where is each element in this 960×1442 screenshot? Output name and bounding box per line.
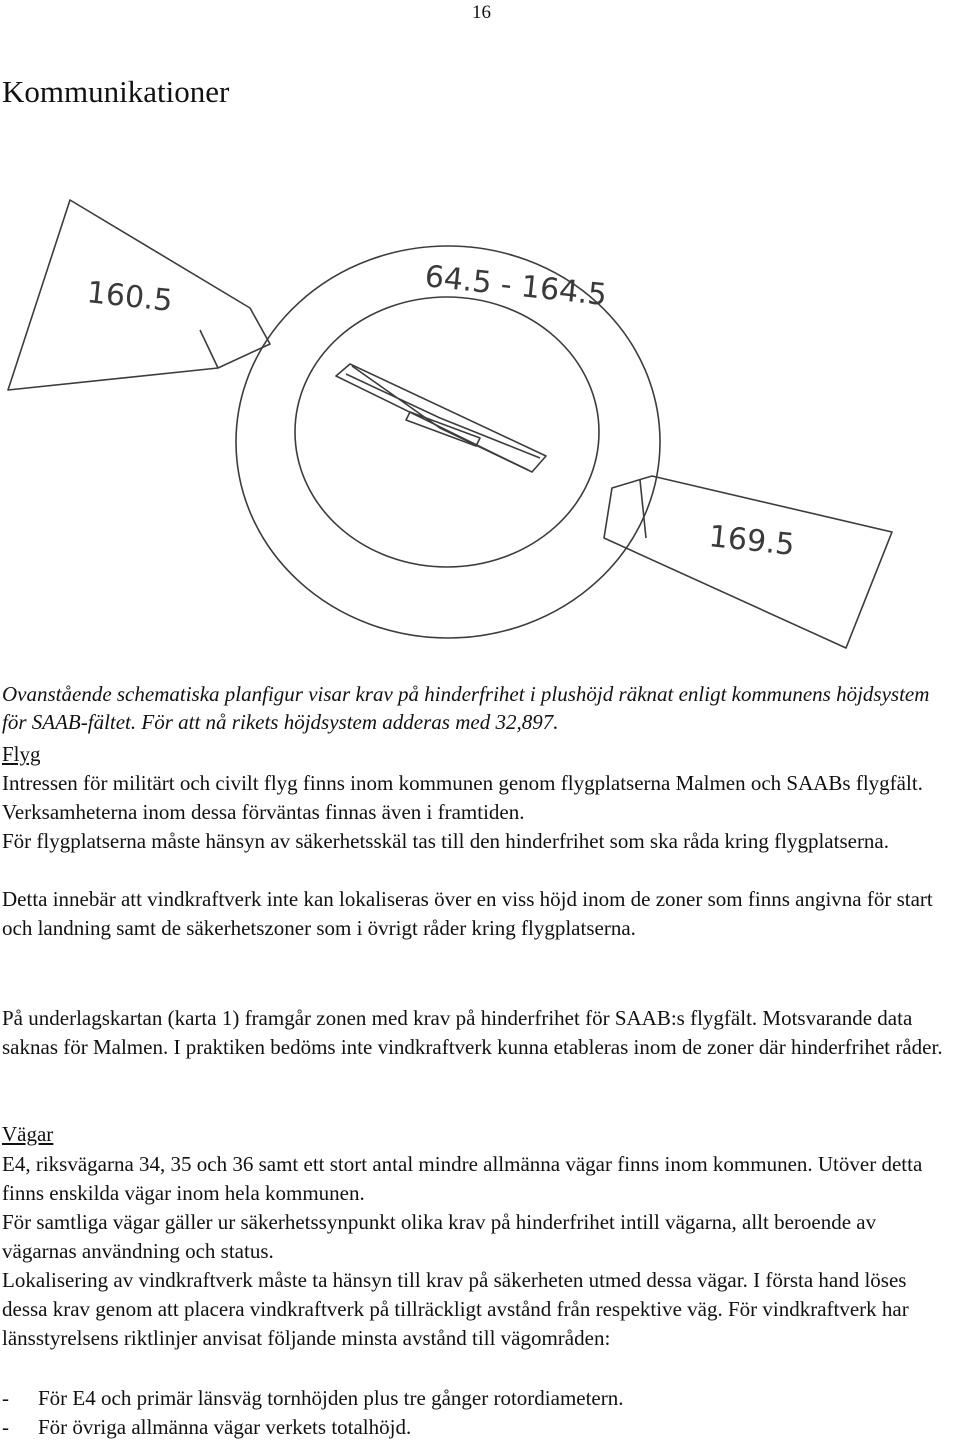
label-left-sector: 160.5 bbox=[85, 275, 175, 319]
vagar-paragraph-3: Lokalisering av vindkraftverk måste ta hänsyn till krav på säkerheten utmed dessa vägar. I första hand löses dessa krav genom att placera vindkraftverk på tillräckligt avstånd från respektive väg. För vindkraftverk har länsstyrelsens riktlinjer anvisat följande minsta avstånd till vägområden: bbox=[2, 1268, 909, 1350]
runway-obstacle-diagram bbox=[0, 170, 900, 675]
figure-caption: Ovanstående schematiska planfigur visar krav på hinderfrihet i plushöjd räknat enligt kommunens höjdsystem för SAAB-fältet. För att nå rikets höjdsystem adderas med 32,897. bbox=[2, 682, 930, 734]
page-number: 16 bbox=[472, 2, 491, 23]
vagar-heading: Vägar bbox=[2, 1122, 54, 1146]
flyg-paragraph-2: För flygplatserna måste hänsyn av säkerhetsskäl tas till den hinderfrihet som ska råda kring flygplatserna. bbox=[2, 829, 890, 853]
runway-centerline bbox=[346, 366, 540, 470]
list-item-text: För E4 och primär länsväg tornhöjden plus tre gånger rotordiametern. bbox=[38, 1386, 624, 1410]
flyg-heading: Flyg bbox=[2, 742, 41, 766]
page-title: Kommunikationer bbox=[2, 74, 230, 109]
right-sector-divider bbox=[640, 480, 646, 538]
list-marker: - bbox=[2, 1386, 9, 1410]
flyg-paragraph-1: Intressen för militärt och civilt flyg finns inom kommunen genom flygplatserna Malmen och SAABs flygfält. Verksamheterna inom dessa förväntas finnas även i framtiden. bbox=[2, 771, 923, 824]
flyg-paragraph-3: Detta innebär att vindkraftverk inte kan lokaliseras över en viss höjd inom de zoner som finns angivna för start och landning samt de säkerhetszoner som i övrigt råder kring flygplatserna. bbox=[2, 887, 933, 940]
left-sector-divider bbox=[200, 330, 218, 368]
label-ring-height: 64.5 - 164.5 bbox=[423, 259, 609, 314]
vagar-paragraph-1: E4, riksvägarna 34, 35 och 36 samt ett stort antal mindre allmänna vägar finns inom kommunen. Utöver detta finns enskilda vägar inom hela kommunen. bbox=[2, 1152, 923, 1205]
list-item-text: För övriga allmänna vägar verkets totalhöjd. bbox=[38, 1415, 412, 1439]
vagar-paragraph-2: För samtliga vägar gäller ur säkerhetssynpunkt olika krav på hinderfrihet intill vägarna, allt beroende av vägarnas användning och status. bbox=[2, 1210, 877, 1263]
flyg-paragraph-4: På underlagskartan (karta 1) framgår zonen med krav på hinderfrihet för SAAB:s flygfält. Motsvarande data saknas för Malmen. I praktiken bedöms inte vindkraftverk kunna etableras inom de zoner där hinderfrihet råder. bbox=[2, 1006, 943, 1059]
right-approach-sector bbox=[604, 476, 892, 648]
schematic-figure bbox=[0, 170, 900, 675]
list-marker: - bbox=[2, 1415, 9, 1439]
list-item bbox=[2, 1384, 952, 1413]
distance-requirements-list bbox=[2, 1384, 952, 1442]
list-item bbox=[2, 1413, 952, 1442]
label-right-sector: 169.5 bbox=[707, 519, 797, 563]
